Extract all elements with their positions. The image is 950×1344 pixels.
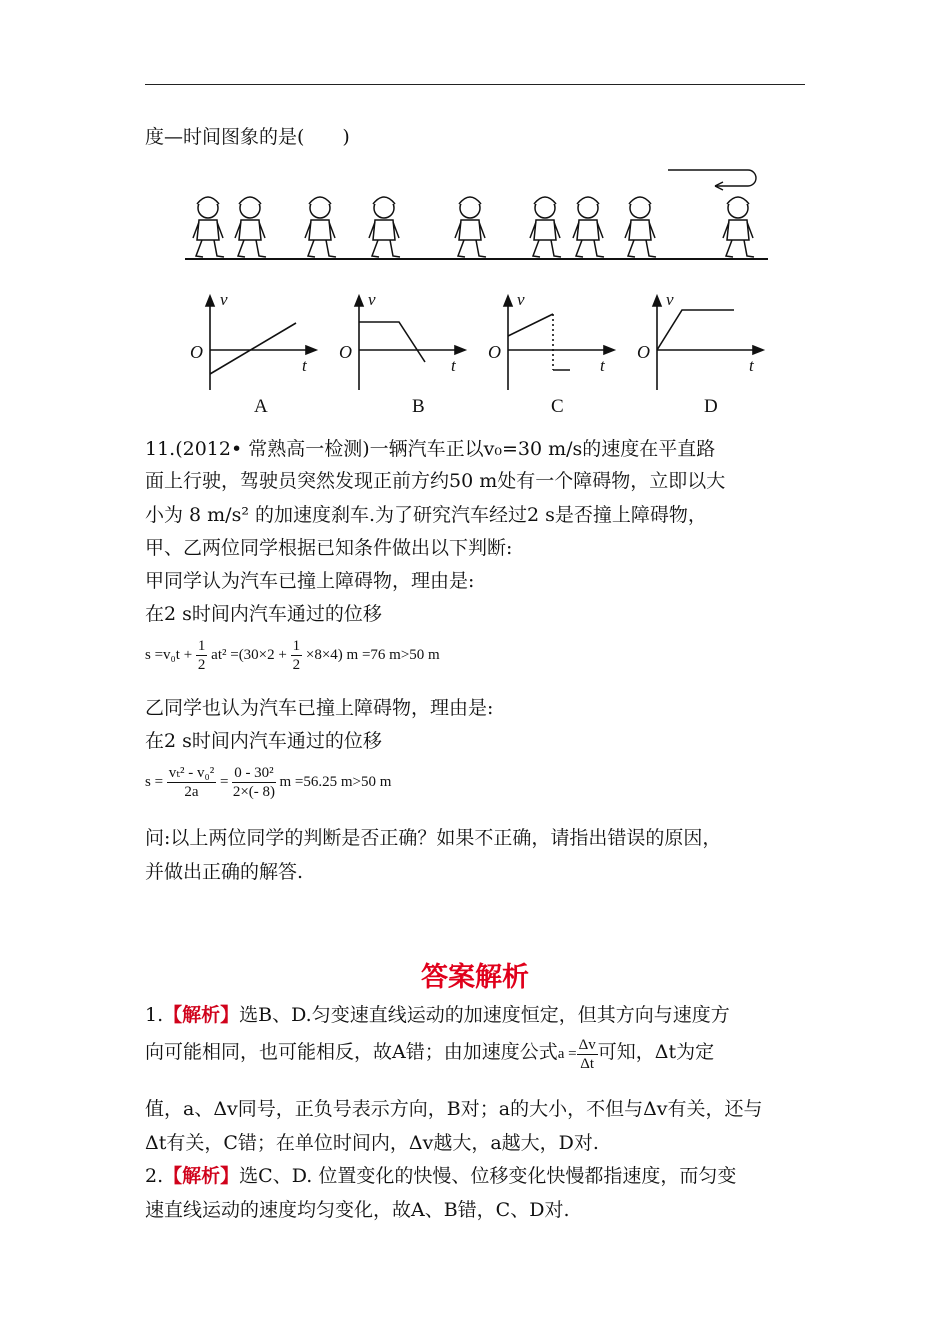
formula-1-fraction-a: $\frac{1}{2}$	[197, 638, 206, 673]
graph-c-axes	[504, 296, 614, 390]
formula-1: s =v₀t + $\frac{1}{2}$ at² =(30×2 + $\frac{1}{2}$ ×8×4) m =76 m>50 m	[145, 638, 440, 673]
answer-heading: 答案解析	[421, 962, 529, 993]
q11-line-3: 小为 8 m/s² 的加速度刹车.为了研究汽车经过2 s是否撞上障碍物，	[145, 504, 707, 526]
graph-b-line	[359, 322, 425, 362]
answer-1-line-4: Δt有关，C错；在单位时间内，Δv越大，a越大，D对.	[145, 1132, 599, 1154]
answer-1-line-3: 值，a、Δv同号，正负号表示方向，B对；a的大小，不但与Δv有关，还与	[145, 1098, 763, 1120]
graph-a-line	[210, 323, 296, 374]
graph-a-v-label: v	[220, 290, 228, 309]
graph-a-t-label: t	[302, 356, 307, 375]
analysis-tag: 【解析】	[163, 1165, 240, 1187]
answer-1-line-2: 向可能相同，也可能相反，故A错；由加速度公式a = $\frac{\Delta v}{\Delta t}$ 可知，Δt为定	[145, 1037, 715, 1072]
answer-2-line-2: 速直线运动的速度均匀变化，故A、B错，C、D对.	[145, 1199, 570, 1221]
graph-b-axes	[355, 296, 465, 390]
graph-d-v-label: v	[666, 290, 674, 309]
graph-c-origin: O	[488, 342, 501, 362]
q11-line-8: 在2 s时间内汽车通过的位移	[145, 730, 382, 752]
graph-b-origin: O	[339, 342, 352, 362]
graph-b-t-label: t	[451, 356, 456, 375]
analysis-tag: 【解析】	[163, 1004, 240, 1026]
option-b-label: B	[412, 396, 425, 417]
option-d-label: D	[704, 396, 718, 417]
option-c-label: C	[551, 396, 564, 417]
graph-d-t-label: t	[749, 356, 754, 375]
graph-c-line-rising	[508, 314, 553, 336]
formula-2-fraction-b: $\frac{\text{0 - 30²}}{2\times(- 8)}$	[232, 765, 276, 800]
q11-line-5: 甲同学认为汽车已撞上障碍物，理由是:	[145, 570, 475, 592]
graph-c-t-label: t	[600, 356, 605, 375]
q11-line-9: 问:以上两位同学的判断是否正确？如果不正确，请指出错误的原因，	[145, 827, 722, 849]
graph-c-v-label: v	[517, 290, 525, 309]
q11-line-2: 面上行驶，驾驶员突然发现正前方约50 m处有一个障碍物，立即以大	[145, 470, 726, 492]
formula-2: s = $\frac{\text{vₜ² - v₀²}}{2a}$ = $\frac{\text{0 - 30²}}{2\times(- 8)}$ m =56.25 m>50 m	[145, 765, 392, 800]
option-a-label: A	[254, 396, 268, 417]
q11-line-10: 并做出正确的解答.	[145, 861, 304, 883]
graph-b-v-label: v	[368, 290, 376, 309]
q11-line-6: 在2 s时间内汽车通过的位移	[145, 603, 382, 625]
q11-line-7: 乙同学也认为汽车已撞上障碍物，理由是:	[145, 697, 494, 719]
question10-tail: 度—时间图象的是( )	[145, 126, 350, 148]
graph-d-origin: O	[637, 342, 650, 362]
answer-1-line-1: 1.【解析】选B、D.匀变速直线运动的加速度恒定，但其方向与速度方	[145, 1004, 730, 1026]
vt-graphs	[0, 0, 950, 430]
answer-2-line-1: 2.【解析】选C、D. 位置变化的快慢、位移变化快慢都指速度，而匀变	[145, 1165, 737, 1187]
graph-a-origin: O	[190, 342, 203, 362]
q11-line-1: 11.(2012• 常熟高一检测)一辆汽车正以v₀=30 m/s的速度在平直路	[145, 438, 716, 460]
formula-1-fraction-b: $\frac{1}{2}$	[292, 638, 301, 673]
acceleration-formula: $\frac{\Delta v}{\Delta t}$	[578, 1037, 596, 1072]
formula-2-fraction-a: $\frac{\text{vₜ² - v₀²}}{2a}$	[168, 765, 215, 800]
q11-line-4: 甲、乙两位同学根据已知条件做出以下判断:	[145, 537, 513, 559]
graph-d-line	[657, 310, 734, 350]
